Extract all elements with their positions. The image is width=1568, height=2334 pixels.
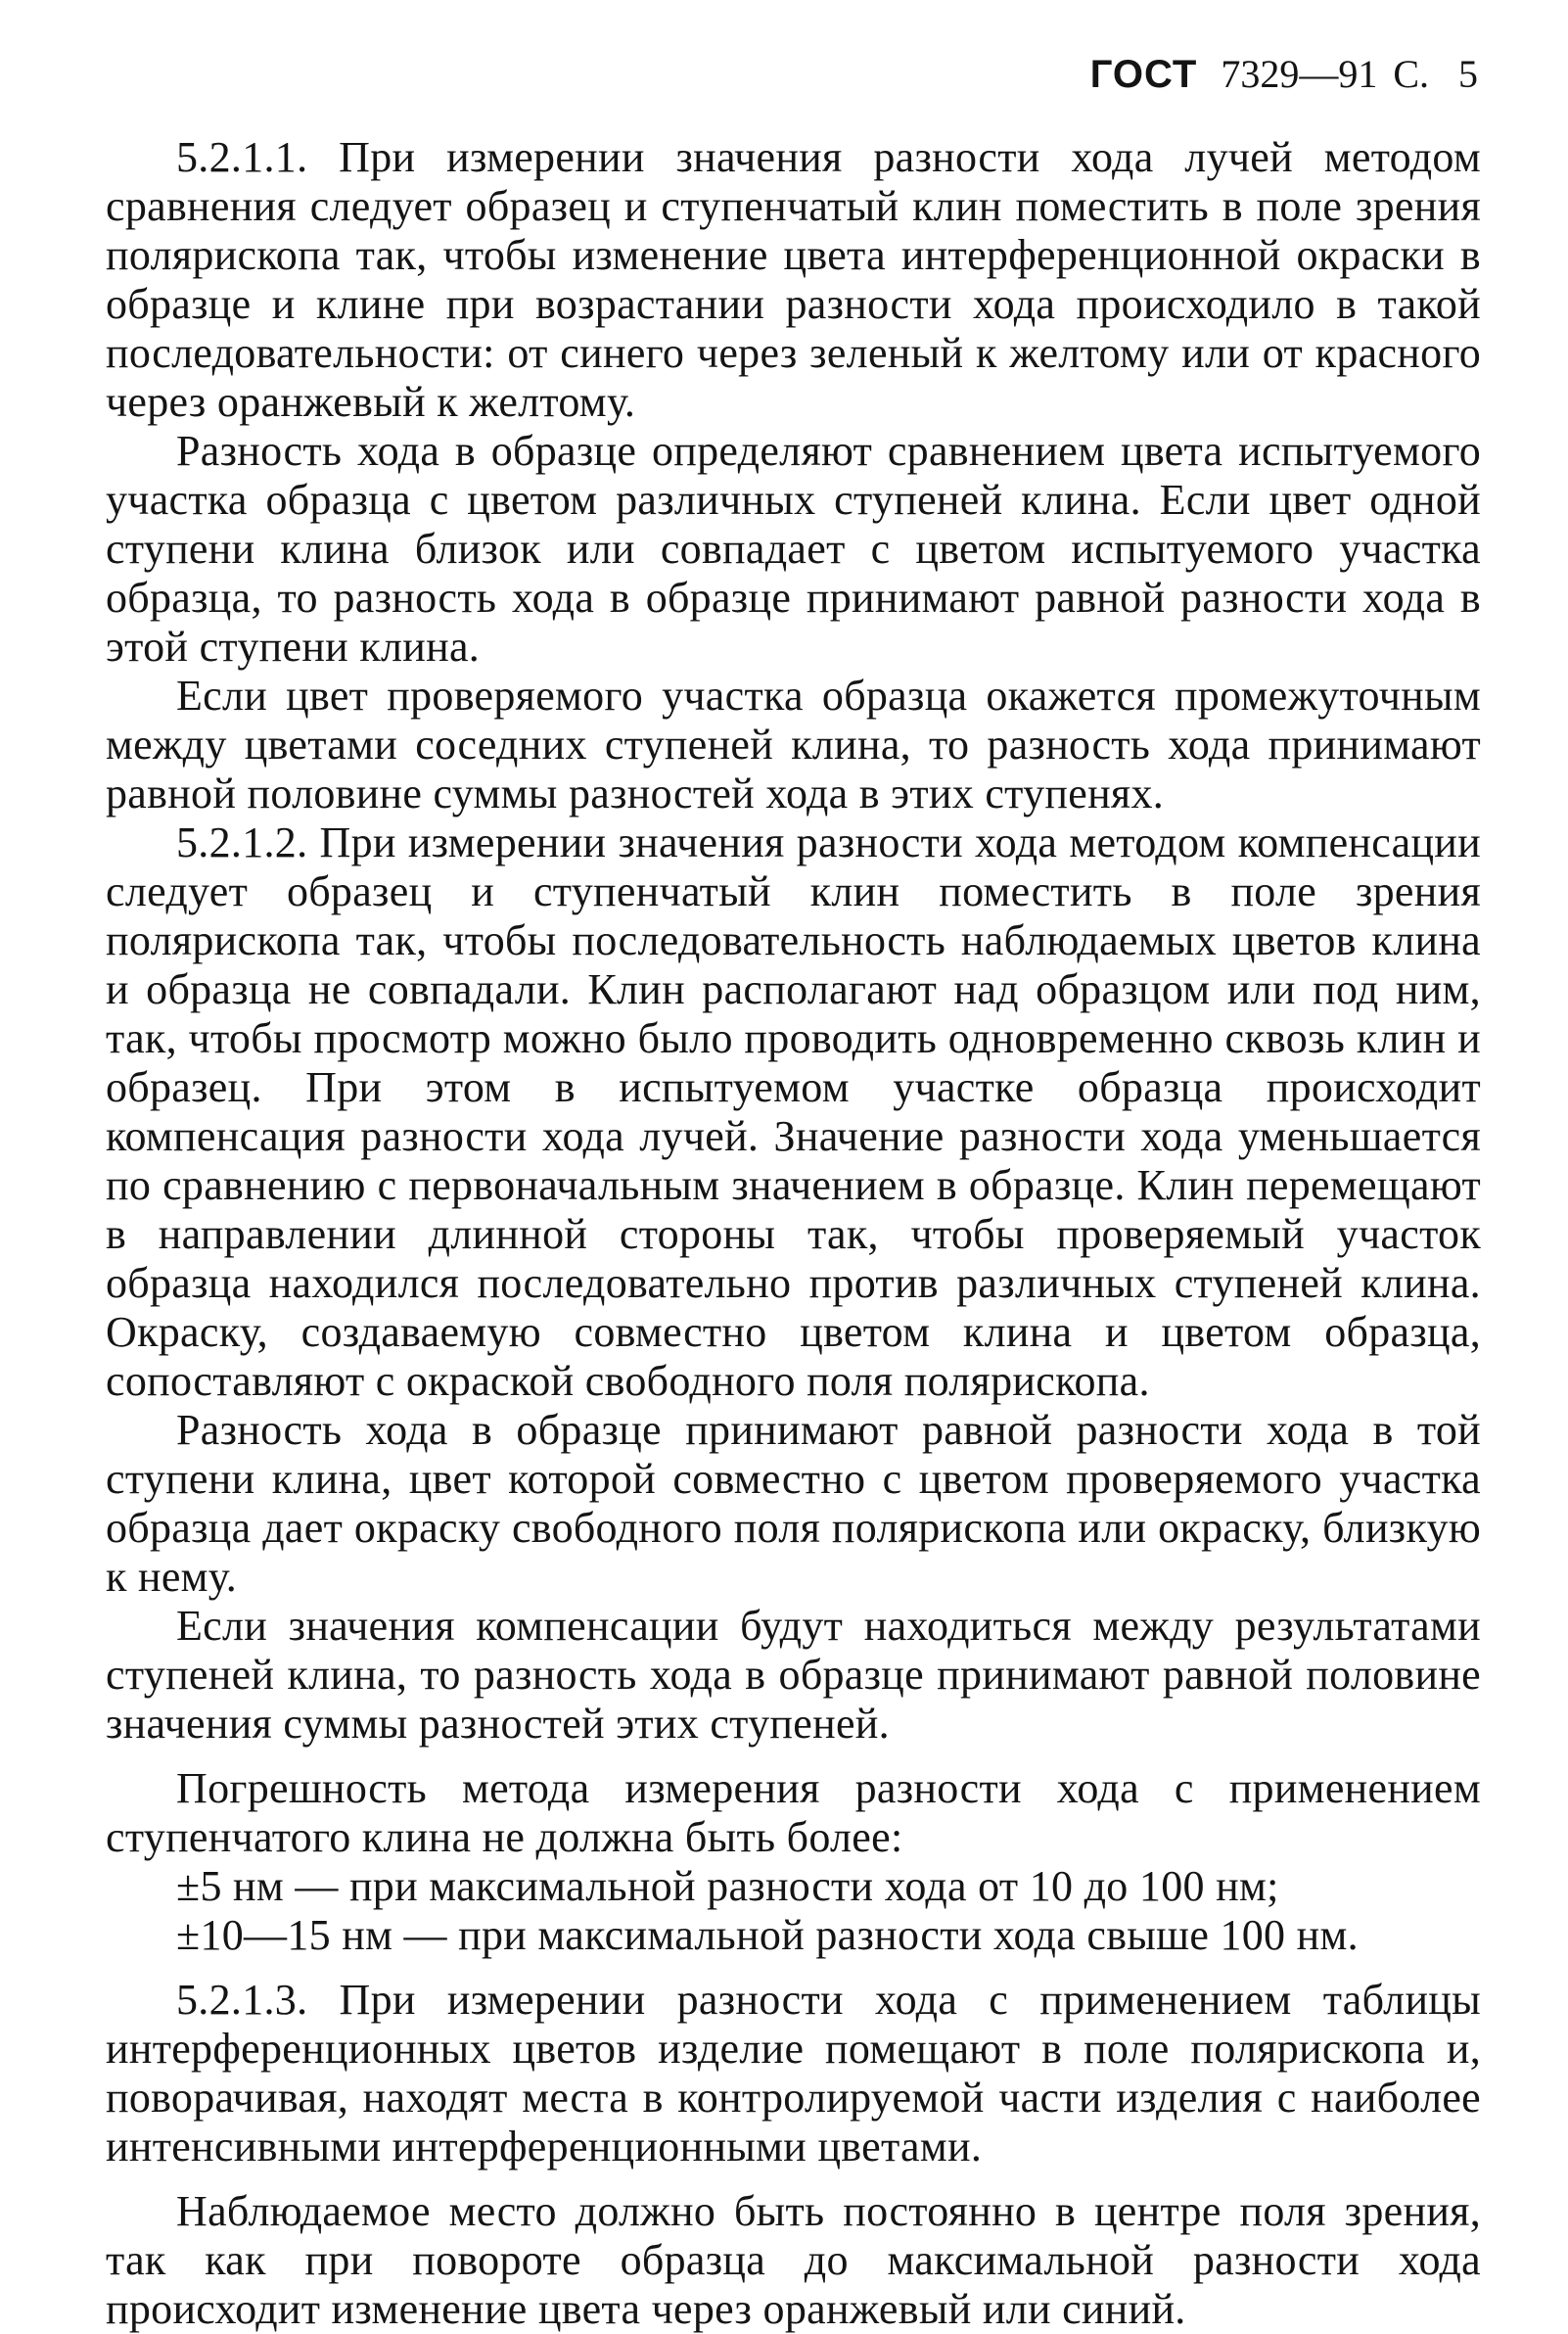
- paragraph-comparison-method: Разность хода в образце определяют сравнением цвета испытуемого участка образца с цветом различных ступеней клина. Если цвет одной ступени клина близок или совпадает с цветом испытуемого участка образца, то разность хода в образце принимают равной разности хода в этой ступени клина.: [106, 427, 1481, 671]
- paragraph-5-2-1-2: 5.2.1.2. При измерении значения разности хода методом компенсации следует образец и ступенчатый клин поместить в поле зрения полярископа так, чтобы последовательность наблюдаемых цветов клина и образца не совпадали. Клин располагают над образцом или под ним, так, чтобы просмотр можно было проводить одновременно сквозь клин и образец. При этом в испытуемом участке образца происходит компенсация разности хода лучей. Значение разности хода уменьшается по сравнению с первоначальным значением в образце. Клин перемещают в направлении длинной стороны так, чтобы проверяемый участок образца находился последовательно против различных ступеней клина. Окраску, создаваемую совместно цветом клина и цветом образца, сопоставляют с окраской свободного поля полярископа.: [106, 818, 1481, 1405]
- tolerance-line-1: ±5 нм — при максимальной разности хода от 10 до 100 нм;: [176, 1862, 1279, 1910]
- paragraph-compensation-result: Разность хода в образце принимают равной разности хода в той ступени клина, цвет которой совместно с цветом проверяемого участка образца дает окраску свободного поля полярископа или окраску, близкую к нему.: [106, 1406, 1481, 1601]
- body-text: [106, 133, 1481, 2334]
- paragraph-observed-place: Наблюдаемое место должно быть постоянно в центре поля зрения, так как при повороте образца до максимальной разности хода происходит изменение цвета через оранжевый или синий.: [106, 2187, 1481, 2333]
- page-header: [1018, 47, 1478, 102]
- paragraph-intermediate-color: Если цвет проверяемого участка образца окажется промежуточным между цветами соседних ступеней клина, то разность хода принимают равной половине суммы разностей хода в этих ступенях.: [106, 672, 1481, 817]
- paragraph-compensation-between: Если значения компенсации будут находиться между результатами ступеней клина, то разность хода в образце принимают равной половине значения суммы разностей этих ступеней.: [106, 1602, 1481, 1748]
- paragraph-error-intro: Погрешность метода измерения разности хода с применением ступенчатого клина не должна быть более:: [106, 1764, 1481, 1861]
- standard-number: 7329—91: [1221, 52, 1378, 96]
- paragraph-5-2-1-3: 5.2.1.3. При измерении разности хода с применением таблицы интерференционных цветов изделие помещают в поле полярископа и, поворачивая, находят места в контролируемой части изделия с наиболее интенсивными интерференционными цветами.: [106, 1976, 1481, 2171]
- standard-label: ГОСТ: [1089, 53, 1198, 96]
- tolerance-line-2: ±10—15 нм — при максимальной разности хода свыше 100 нм.: [176, 1911, 1359, 1959]
- paragraph-5-2-1-1: 5.2.1.1. При измерении значения разности хода лучей методом сравнения следует образец и ступенчатый клин поместить в поле зрения полярископа так, чтобы изменение цвета интерференционной окраски в образце и клине при возрастании разности хода происходило в такой последовательности: от синего через зеленый к желтому или от красного через оранжевый к желтому.: [106, 133, 1481, 426]
- page-number: 5: [1458, 52, 1478, 96]
- page-prefix: С.: [1393, 52, 1429, 96]
